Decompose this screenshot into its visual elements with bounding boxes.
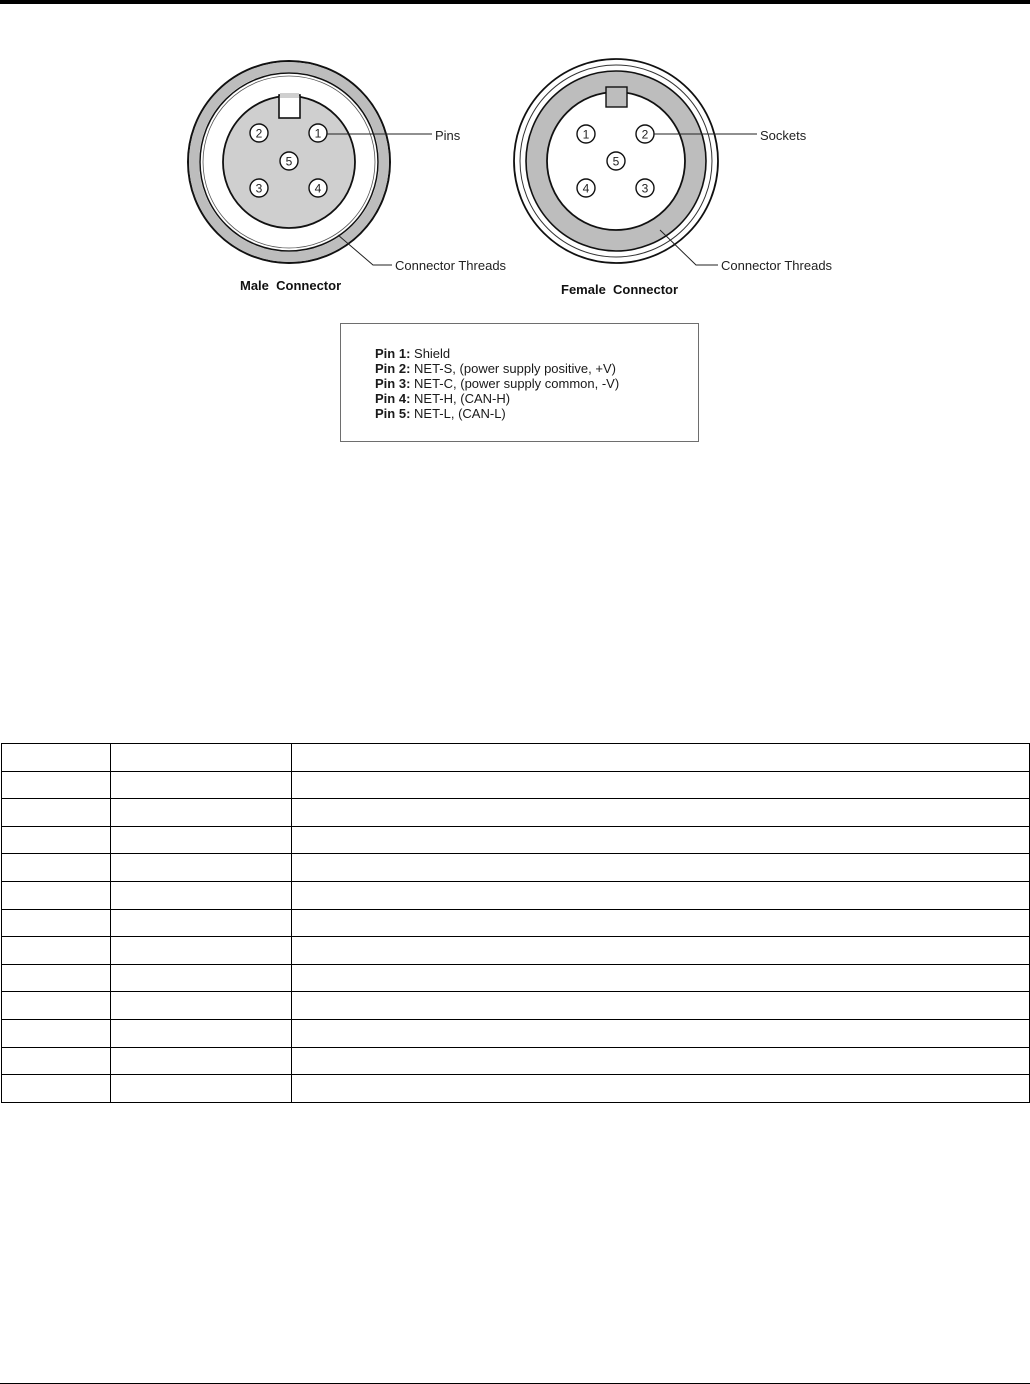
table-cell xyxy=(111,854,292,882)
table-cell xyxy=(111,799,292,827)
female-sockets-label: Sockets xyxy=(760,128,807,143)
table-cell xyxy=(292,1019,1030,1047)
table-cell xyxy=(111,964,292,992)
connector-diagram xyxy=(0,0,1030,320)
female-connector-title: Female Connector xyxy=(561,282,679,297)
male-pin-4-number: 4 xyxy=(314,181,322,196)
female-socket-5 xyxy=(607,152,625,170)
pin-assignment-list xyxy=(375,346,619,421)
table-cell xyxy=(111,826,292,854)
table-cell xyxy=(2,1019,111,1047)
table-cell xyxy=(292,992,1030,1020)
pin-2-label: Pin 2: xyxy=(375,361,411,376)
pin-1-desc: Shield xyxy=(410,346,451,361)
table-row xyxy=(2,1075,1030,1103)
pin-4-desc: NET-H, (CAN-H) xyxy=(410,391,511,406)
table-cell xyxy=(111,992,292,1020)
pin-1-label: Pin 1: xyxy=(375,346,411,361)
table-cell xyxy=(292,964,1030,992)
male-pin-4 xyxy=(309,179,327,197)
female-socket-5-number: 5 xyxy=(612,154,620,169)
table-row xyxy=(2,881,1030,909)
female-socket-4-number: 4 xyxy=(582,181,590,196)
male-pin-5-number: 5 xyxy=(285,154,293,169)
table-cell xyxy=(2,799,111,827)
male-pin-1 xyxy=(309,124,327,142)
table-cell xyxy=(292,1075,1030,1103)
table-cell xyxy=(111,1019,292,1047)
table-row xyxy=(2,1047,1030,1075)
male-connector xyxy=(188,61,507,293)
table-cell xyxy=(2,854,111,882)
pin-assignment-5 xyxy=(375,406,619,421)
table-row xyxy=(2,799,1030,827)
male-pins-label: Pins xyxy=(435,128,461,143)
pin-assignment-2 xyxy=(375,361,619,376)
table-cell xyxy=(2,826,111,854)
female-connector xyxy=(514,59,833,297)
male-pin-5 xyxy=(280,152,298,170)
table-cell xyxy=(292,771,1030,799)
table-row xyxy=(2,744,1030,772)
table-cell xyxy=(111,881,292,909)
table-row xyxy=(2,909,1030,937)
pin-2-desc: NET-S, (power supply positive, +V) xyxy=(410,361,616,376)
pin-assignment-3 xyxy=(375,376,619,391)
table-cell xyxy=(2,881,111,909)
table-cell xyxy=(111,937,292,965)
blank-grid-table xyxy=(1,743,1030,1103)
male-connector-title: Male Connector xyxy=(240,278,342,293)
table-row xyxy=(2,937,1030,965)
table-cell xyxy=(2,771,111,799)
pin-3-desc: NET-C, (power supply common, -V) xyxy=(410,376,620,391)
table-row xyxy=(2,992,1030,1020)
male-threads-label: Connector Threads xyxy=(395,258,507,273)
table-cell xyxy=(292,909,1030,937)
table-cell xyxy=(2,937,111,965)
table-row xyxy=(2,771,1030,799)
male-pin-3-number: 3 xyxy=(255,181,263,196)
male-pin-3 xyxy=(250,179,268,197)
female-socket-1 xyxy=(577,125,595,143)
male-pin-1-number: 1 xyxy=(314,126,322,141)
table-cell xyxy=(111,1047,292,1075)
table-cell xyxy=(111,909,292,937)
female-socket-2-number: 2 xyxy=(641,127,649,142)
female-socket-2 xyxy=(636,125,654,143)
female-key xyxy=(606,87,627,107)
pin-3-label: Pin 3: xyxy=(375,376,411,391)
table-row xyxy=(2,964,1030,992)
table-cell xyxy=(2,1075,111,1103)
table-row xyxy=(2,826,1030,854)
male-key-notch xyxy=(279,95,300,118)
pin-5-label: Pin 5: xyxy=(375,406,411,421)
table-cell xyxy=(2,964,111,992)
male-pin-2 xyxy=(250,124,268,142)
table-cell xyxy=(111,771,292,799)
table-row xyxy=(2,854,1030,882)
male-pin-2-number: 2 xyxy=(255,126,263,141)
pin-4-label: Pin 4: xyxy=(375,391,411,406)
table-cell xyxy=(292,881,1030,909)
female-socket-4 xyxy=(577,179,595,197)
table-cell xyxy=(292,1047,1030,1075)
pin-assignment-4 xyxy=(375,391,619,406)
table-row xyxy=(2,1019,1030,1047)
table-cell xyxy=(292,744,1030,772)
table-cell xyxy=(292,854,1030,882)
female-socket-1-number: 1 xyxy=(582,127,590,142)
table-cell xyxy=(111,1075,292,1103)
female-socket-3-number: 3 xyxy=(641,181,649,196)
pin-assignment-box xyxy=(340,323,699,442)
pin-assignment-1 xyxy=(375,346,619,361)
table-cell xyxy=(111,744,292,772)
table-cell xyxy=(292,799,1030,827)
table-cell xyxy=(2,1047,111,1075)
table-cell xyxy=(292,937,1030,965)
pin-5-desc: NET-L, (CAN-L) xyxy=(410,406,506,421)
table-cell xyxy=(2,909,111,937)
female-socket-3 xyxy=(636,179,654,197)
table-cell xyxy=(2,992,111,1020)
blank-table-body xyxy=(2,744,1030,1103)
table-cell xyxy=(292,826,1030,854)
female-threads-label: Connector Threads xyxy=(721,258,833,273)
table-cell xyxy=(2,744,111,772)
